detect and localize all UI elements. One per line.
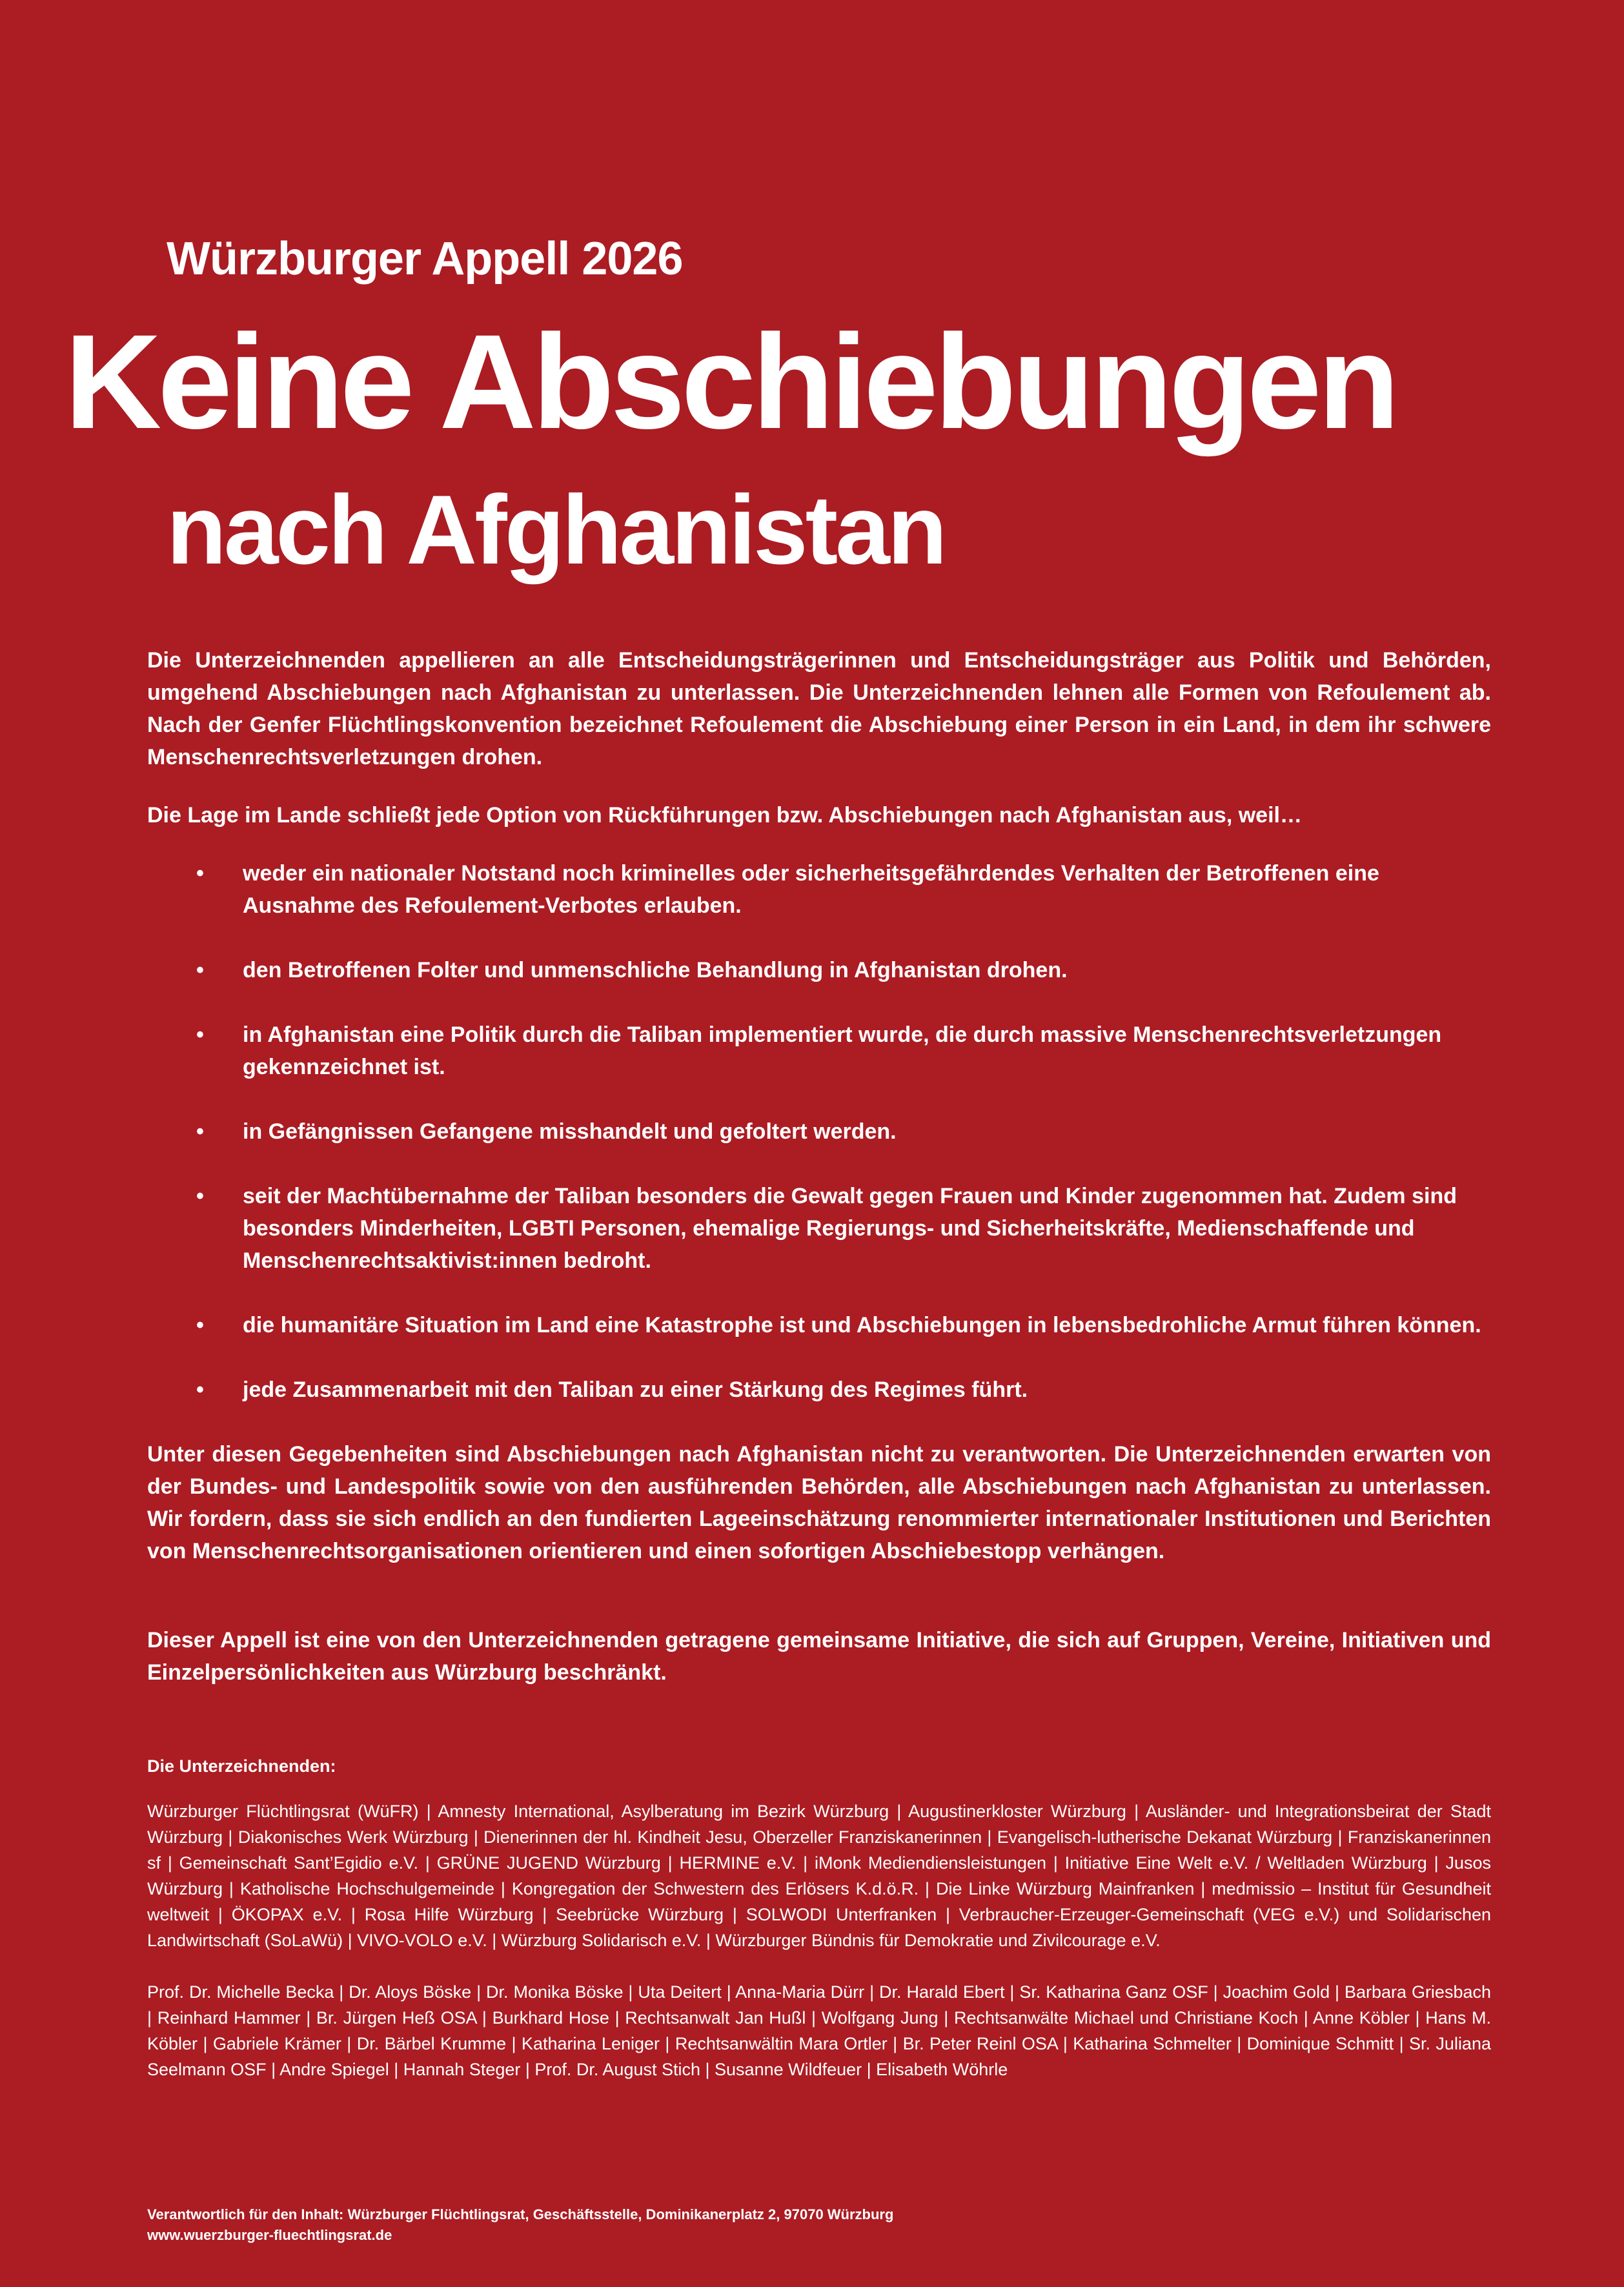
bullet-icon: • (196, 1119, 204, 1144)
reasons-list (147, 857, 1491, 1406)
bullet-icon: • (196, 1022, 204, 1047)
demand-paragraph: Unter diesen Gegebenheiten sind Abschiebungen nach Afghanistan nicht zu verantworten. Die Unterzeichnenden erwarten von der Bundes- und Landespolitik sowie von den ausführenden Behörden, alle Abschiebungen nach Afghanistan zu unterlassen. Wir fordern, dass sie sich endlich an den fundierten Lageeinschätzung renommierter internationaler Institutionen und Berichten von Menschenrechtsorganisationen orientieren und einen sofortigen Abschiebestopp verhängen. (147, 1442, 1491, 1563)
list-item (147, 1180, 1491, 1277)
reason-text: in Afghanistan eine Politik durch die Taliban implementiert wurde, die durch massive Menschenrechtsverletzungen gekennzeichnet ist. (243, 1022, 1442, 1079)
list-item (147, 1309, 1491, 1341)
imprint-responsible: Verantwortlich für den Inhalt: Würzburger Flüchtlingsrat, Geschäftsstelle, Dominikanerplatz 2, 97070 Würzburg (147, 2206, 894, 2222)
list-item (147, 954, 1491, 986)
imprint-footer (147, 2204, 1491, 2246)
website-link[interactable]: www.wuerzburger-fluechtlingsrat.de (147, 2227, 392, 2243)
intro-paragraph: Die Unterzeichnenden appellieren an alle Entscheidungsträgerinnen und Entscheidungsträger aus Politik und Behörden, umgehend Abschiebungen nach Afghanistan zu unterlassen. Die Unterzeichnenden lehnen alle Formen von Refoulement ab. Nach der Genfer Flüchtlingskonvention bezeichnet Refoulement die Abschiebung einer Person in ein Land, in dem ihr schwere Menschenrechtsverletzungen drohen. (147, 648, 1491, 769)
reason-text: die humanitäre Situation im Land eine Katastrophe ist und Abschiebungen in lebensbedrohliche Armut führen können. (243, 1313, 1481, 1337)
reason-text: seit der Machtübernahme der Taliban besonders die Gewalt gegen Frauen und Kinder zugenommen hat. Zudem sind besonders Minderheiten, LGBTI Personen, ehemalige Regierungs- und Sicherheitskräfte, Medienschaffende und Menschenrechtsaktivist:innen bedroht. (243, 1184, 1457, 1273)
list-item (147, 1374, 1491, 1406)
appeal-kicker: Würzburger Appell 2026 (167, 233, 683, 285)
reason-text: jede Zusammenarbeit mit den Taliban zu einer Stärkung des Regimes führt. (243, 1377, 1028, 1402)
bullet-icon: • (196, 958, 204, 982)
list-item (147, 1115, 1491, 1148)
bullet-icon: • (196, 861, 204, 886)
signers-heading: Die Unterzeichnenden: (147, 1756, 336, 1776)
list-item (147, 1019, 1491, 1083)
lead-paragraph: Die Lage im Lande schließt jede Option von Rückführungen bzw. Abschiebungen nach Afghanistan aus, weil… (147, 803, 1302, 828)
initiative-paragraph: Dieser Appell ist eine von den Unterzeichnenden getragene gemeinsame Initiative, die sich auf Gruppen, Vereine, Initiativen und Einzelpersönlichkeiten aus Würzburg beschränkt. (147, 1628, 1491, 1685)
bullet-icon: • (196, 1184, 204, 1208)
reason-text: weder ein nationaler Notstand noch kriminelles oder sicherheitsgefährdendes Verhalten der Betroffenen eine Ausnahme des Refoulement-Verbotes erlauben. (243, 861, 1379, 918)
reason-text: in Gefängnissen Gefangene misshandelt und gefoltert werden. (243, 1119, 897, 1144)
list-item (147, 857, 1491, 922)
bullet-icon: • (196, 1377, 204, 1402)
bullet-icon: • (196, 1313, 204, 1337)
appeal-body (147, 644, 1491, 2108)
page-title-line1: Keine Abschiebungen (65, 307, 1396, 457)
signers-persons: Prof. Dr. Michelle Becka | Dr. Aloys Böske | Dr. Monika Böske | Uta Deitert | Anna-Maria Dürr | Dr. Harald Ebert | Sr. Katharina Ganz OSF | Joachim Gold | Barbara Griesbach | Reinhard Hammer | Br. Jürgen Heß OSA | Burkhard Hose | Rechtsanwalt Jan Hußl | Wolfgang Jung | Rechtsanwälte Michael und Christiane Koch | Anne Köbler | Hans M. Köbler | Gabriele Krämer | Dr. Bärbel Krumme | Katharina Leniger | Rechtsanwältin Mara Ortler | Br. Peter Reinl OSA | Katharina Schmelter | Dominique Schmitt | Sr. Juliana Seelmann OSF | Andre Spiegel | Hannah Steger | Prof. Dr. August Stich | Susanne Wildfeuer | Elisabeth Wöhrle (147, 1982, 1491, 2079)
page-title-line2: nach Afghanistan (167, 475, 945, 585)
signers-organizations: Würzburger Flüchtlingsrat (WüFR) | Amnesty International, Asylberatung im Bezirk Würzburg | Augustinerkloster Würzburg | Ausländer- und Integrationsbeirat der Stadt Würzburg | Diakonisches Werk Würzburg | Dienerinnen der hl. Kindheit Jesu, Oberzeller Franziskanerinnen | Evangelisch-lutherische Dekanat Würzburg | Franziskanerinnen sf | Gemeinschaft Sant’Egidio e.V. | GRÜNE JUGEND Würzburg | HERMINE e.V. | iMonk Mediendiensleistungen | Initiative Eine Welt e.V. / Weltladen Würzburg | Jusos Würzburg | Katholische Hochschulgemeinde | Kongregation der Schwestern des Erlösers K.d.ö.R. | Die Linke Würzburg Mainfranken | medmissio – Institut für Gesundheit weltweit | ÖKOPAX e.V. | Rosa Hilfe Würzburg | Seebrücke Würzburg | SOLWODI Unterfranken | Verbraucher-Erzeuger-Gemeinschaft (VEG e.V.) und Solidarischen Landwirtschaft (SoLaWü) | VIVO-VOLO e.V. | Würzburg Solidarisch e.V. | Würzburger Bündnis für Demokratie und Zivilcourage e.V. (147, 1802, 1491, 1950)
reason-text: den Betroffenen Folter und unmenschliche Behandlung in Afghanistan drohen. (243, 958, 1068, 982)
